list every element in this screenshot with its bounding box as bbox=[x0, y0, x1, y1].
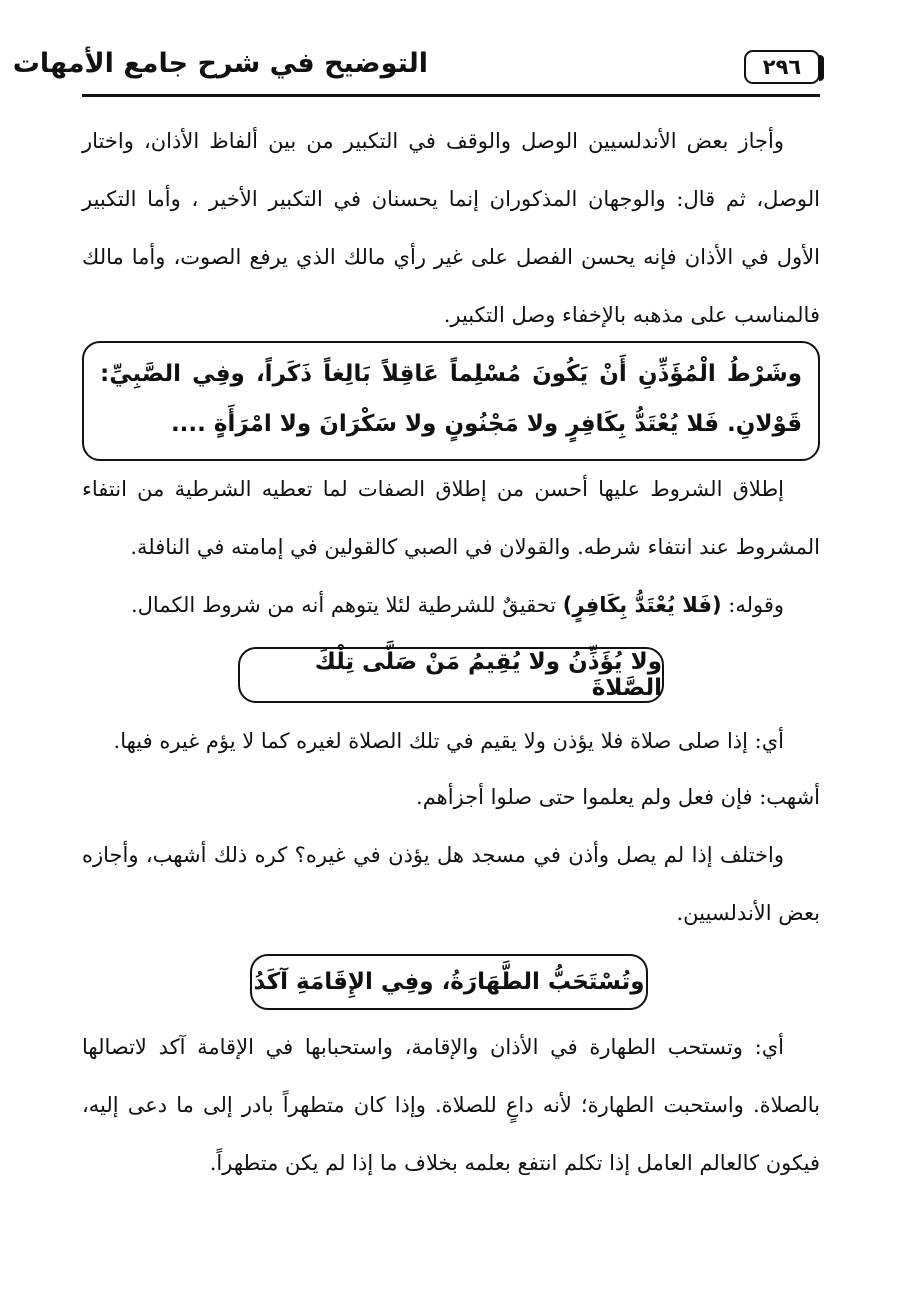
matn-quote: (فَلا يُعْتَدُّ بِكَافِرٍ) bbox=[562, 593, 722, 617]
paragraph-5: أشهب: فإن فعل ولم يعلموا حتى صلوا أجزأهم. bbox=[416, 785, 820, 809]
matn-text-2: ولا يُؤَذِّنُ ولا يُقِيمُ مَنْ صَلَّى تِلْكَ الصَّلاةَ bbox=[314, 649, 662, 701]
paragraph-7: أي: وتستحب الطهارة في الأذان والإقامة، واستحبابها في الإقامة آكد لاتصالها بالصلاة. واستحبت الطهارة؛ لأنه داعٍ للصلاة. وإذا كان متطهراً بادر إلى ما دعى إليه، فيكون كالعالم العامل إذا تكلم انتفع بعلمه بخلاف ما إذا لم يكن متطهراً. bbox=[82, 1035, 820, 1175]
paragraph-3: وقوله: (فَلا يُعْتَدُّ بِكَافِرٍ) تحقيقٌ للشرطية لئلا يتوهم أنه من شروط الكمال. bbox=[130, 593, 784, 617]
matn-text-1: وشَرْطُ الْمُؤَذِّنِ أَنْ يَكُونَ مُسْلِماً عَاقِلاً بَالِغاً ذَكَراً، وفِي الصَّبِيِّ: قَوْلانِ. فَلا يُعْتَدُّ بِكَافِرٍ ولا مَجْنُونٍ ولا سَكْرَانَ ولا امْرَأَةٍ .... bbox=[100, 361, 802, 437]
matn-box-3 bbox=[250, 954, 648, 1010]
matn-box-2 bbox=[238, 647, 664, 703]
paragraph-2: إطلاق الشروط عليها أحسن من إطلاق الصفات لما تعطيه الشرطية من انتفاء المشروط عند انتفاء شرطه. والقولان في الصبي كالقولين في إمامته في النافلة. bbox=[82, 477, 820, 559]
book-title: التوضيح في شرح جامع الأمهات bbox=[12, 48, 428, 79]
paragraph-4: أي: إذا صلى صلاة فلا يؤذن ولا يقيم في تلك الصلاة لغيره كما لا يؤم غيره فيها. bbox=[113, 729, 784, 753]
matn-text-3: وتُسْتَحَبُّ الطَّهَارَةُ، وفِي الإِقَامَةِ آكَدُ bbox=[253, 969, 645, 995]
paragraph-6: واختلف إذا لم يصل وأذن في مسجد هل يؤذن في غيره؟ كره ذلك أشهب، وأجازه بعض الأندلسيين. bbox=[82, 843, 820, 925]
page-number: ٢٩٦ bbox=[762, 55, 802, 79]
page-number-box bbox=[744, 50, 820, 84]
matn-box-1 bbox=[82, 341, 820, 461]
paragraph-1: وأجاز بعض الأندلسيين الوصل والوقف في التكبير من بين ألفاظ الأذان، واختار الوصل، ثم قال: والوجهان المذكوران إنما يحسنان في التكبير الأخير ، وأما التكبير الأول في الأذان فإنه يحسن الفصل على غير رأي مالك الذي يرفع الصوت، وأما مالك فالمناسب على مذهبه بالإخفاء وصل التكبير. bbox=[82, 129, 820, 327]
page-header bbox=[12, 44, 820, 94]
header-divider bbox=[82, 94, 820, 97]
